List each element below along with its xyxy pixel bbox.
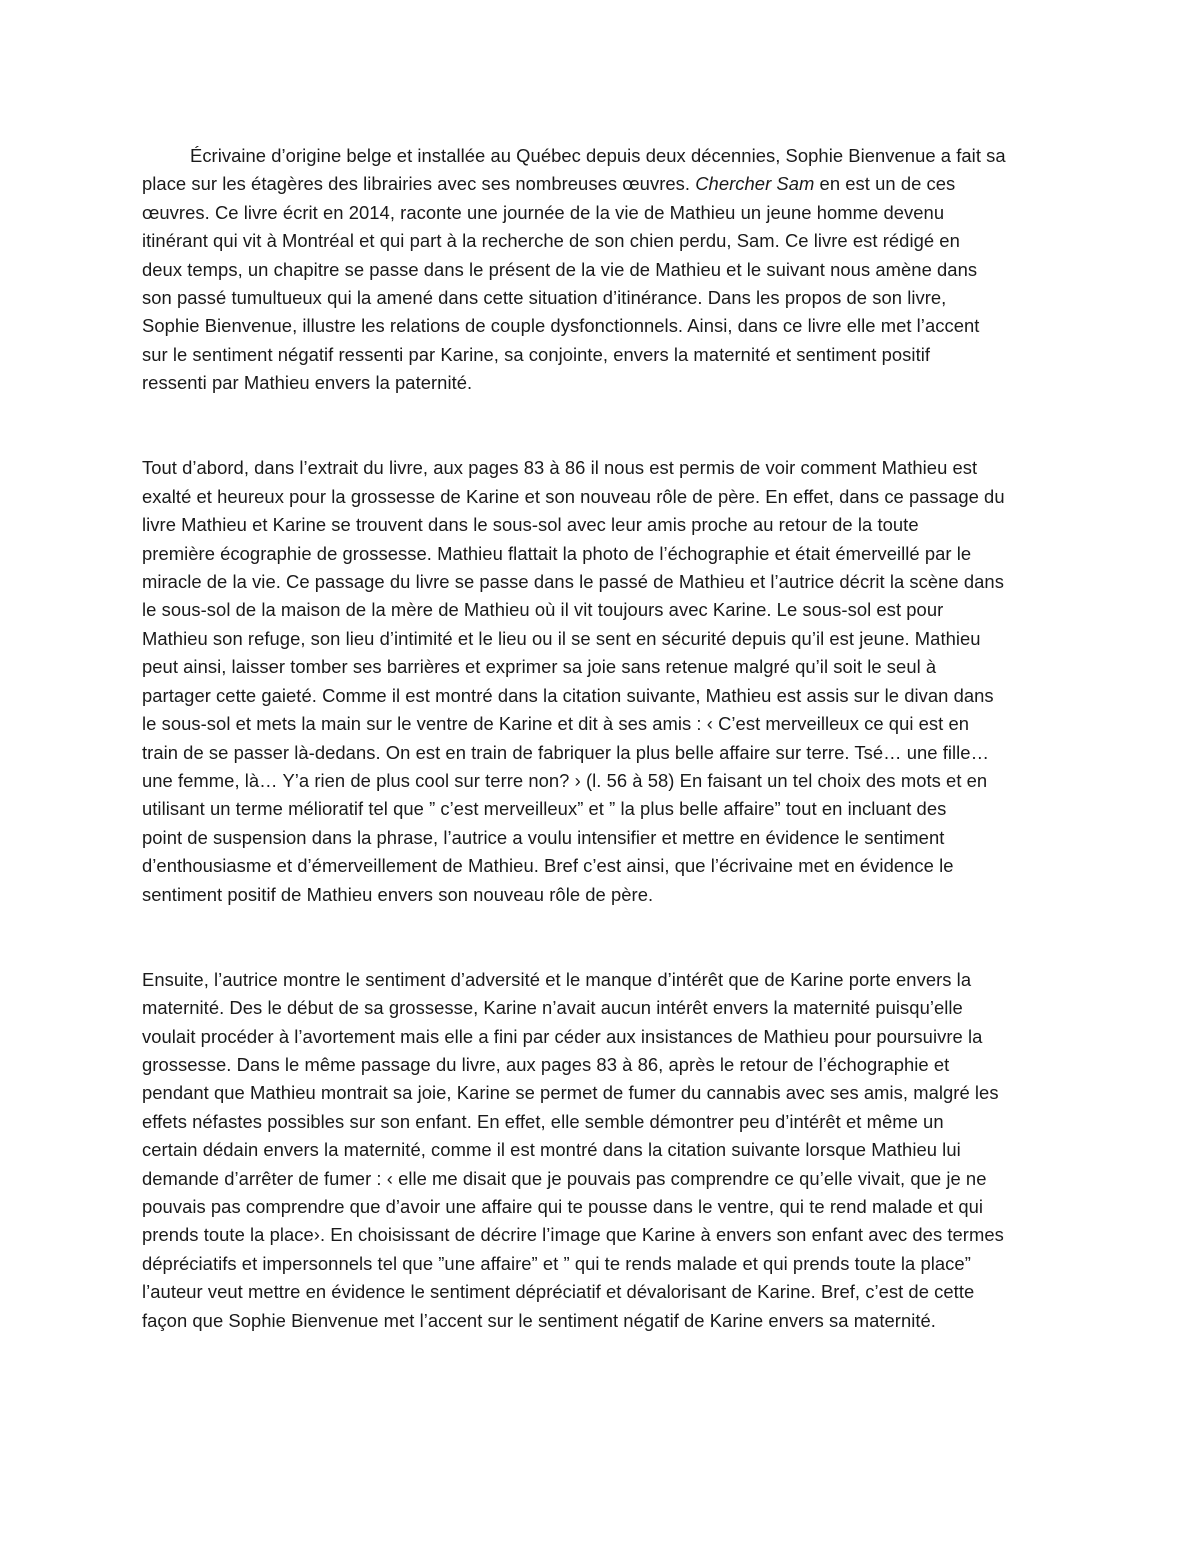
paragraph-intro-line: ressenti par Mathieu envers la paternité.: [142, 372, 473, 394]
paragraph-intro-line: Écrivaine d’origine belge et installée au Québec depuis deux décennies, Sophie Bienvenue a fait sa: [190, 145, 1006, 166]
paragraph-maternity-line: voulait procéder à l’avortement mais elle a fini par céder aux insistances de Mathieu pour poursuivre la: [142, 1025, 983, 1047]
paragraph-maternity-line: pendant que Mathieu montrait sa joie, Karine se permet de fumer du cannabis avec ses amis, malgré les: [142, 1082, 999, 1104]
paragraph-intro-line: deux temps, un chapitre se passe dans le présent de la vie de Mathieu et le suivant nous amène dans: [142, 258, 978, 280]
paragraph-paternity-line: d’enthousiasme et d’émerveillement de Mathieu. Bref c’est ainsi, que l’écrivaine met en évidence le: [142, 855, 954, 877]
paragraph-paternity-line: train de se passer là-dedans. On est en train de fabriquer la plus belle affaire sur terre. Tsé… une fille…: [142, 741, 990, 763]
book-title: Chercher Sam: [695, 173, 815, 195]
paragraph-maternity-line: prends toute la place›. En choisissant de décrire l’image que Karine à envers son enfant avec des termes: [142, 1224, 1004, 1246]
paragraph-maternity-line: dépréciatifs et impersonnels tel que ”une affaire” et ” qui te rends malade et qui prends toute la place”: [142, 1252, 971, 1274]
paragraph-maternity-line: grossesse. Dans le même passage du livre, aux pages 83 à 86, après le retour de l’échographie et: [142, 1053, 950, 1075]
paragraph-maternity-line: effets néfastes possibles sur son enfant. En effet, elle semble démontrer peu d’intérêt et même un: [142, 1110, 944, 1132]
paragraph-paternity-line: le sous-sol et mets la main sur le ventre de Karine et dit à ses amis : ‹ C’est merveilleux ce qui est en: [142, 713, 970, 735]
paragraph-maternity-line: façon que Sophie Bienvenue met l’accent sur le sentiment négatif de Karine envers sa maternité.: [142, 1309, 936, 1331]
paragraph-maternity: [142, 966, 1057, 1335]
paragraph-paternity: [142, 454, 1057, 909]
paragraph-paternity-line: partager cette gaieté. Comme il est montré dans la citation suivante, Mathieu est assis sur le divan dans: [142, 684, 994, 706]
paragraph-intro-line: œuvres. Ce livre écrit en 2014, raconte une journée de la vie de Mathieu un jeune homme devenu: [142, 201, 945, 223]
paragraph-intro-line: itinérant qui vit à Montréal et qui part à la recherche de son chien perdu, Sam. Ce livre est rédigé en: [142, 230, 960, 252]
paragraph-maternity-line: certain dédain envers la maternité, comme il est montré dans la citation suivante lorsque Mathieu lui: [142, 1139, 961, 1161]
paragraph-paternity-line: une femme, là… Y’a rien de plus cool sur terre non? › (l. 56 à 58) En faisant un tel choix des mots et en: [142, 769, 988, 791]
paragraph-intro-line: sur le sentiment négatif ressenti par Karine, sa conjointe, envers la maternité et sentiment positif: [142, 343, 931, 365]
paragraph-intro-line: place sur les étagères des librairies avec ses nombreuses œuvres. Chercher Sam en est un de ces: [142, 173, 956, 195]
essay-body: [142, 142, 1057, 1335]
paragraph-paternity-line: le sous-sol de la maison de la mère de Mathieu où il vit toujours avec Karine. Le sous-sol est pour: [142, 599, 944, 621]
paragraph-intro-line: Sophie Bienvenue, illustre les relations de couple dysfonctionnels. Ainsi, dans ce livre elle met l’accent: [142, 315, 980, 337]
paragraph-maternity-line: pouvais pas comprendre que d’avoir une affaire qui te pousse dans le ventre, qui te rend malade et qui: [142, 1196, 984, 1217]
paragraph-intro-line: son passé tumultueux qui la amené dans cette situation d’itinérance. Dans les propos de son livre,: [142, 287, 947, 309]
paragraph-paternity-line: utilisant un terme mélioratif tel que ” c’est merveilleux” et ” la plus belle affaire” tout en incluant des: [142, 798, 947, 820]
paragraph-paternity-line: livre Mathieu et Karine se trouvent dans le sous-sol avec leur amis proche au retour de la toute: [142, 514, 919, 536]
paragraph-gap: [142, 909, 1057, 966]
paragraph-paternity-line: miracle de la vie. Ce passage du livre se passe dans le passé de Mathieu et l’autrice décrit la scène dans: [142, 571, 1004, 593]
paragraph-paternity-line: Tout d’abord, dans l’extrait du livre, aux pages 83 à 86 il nous est permis de voir comment Mathieu est: [142, 457, 978, 479]
paragraph-paternity-line: exalté et heureux pour la grossesse de Karine et son nouveau rôle de père. En effet, dans ce passage du: [142, 485, 1005, 507]
paragraph-paternity-line: peut ainsi, laisser tomber ses barrières et exprimer sa joie sans retenue malgré qu’il soit le seul à: [142, 656, 937, 678]
paragraph-maternity-line: maternité. Des le début de sa grossesse, Karine n’avait aucun intérêt envers la maternité puisqu’elle: [142, 997, 963, 1019]
paragraph-paternity-line: première écographie de grossesse. Mathieu flattait la photo de l’échographie et était émerveillé par le: [142, 542, 972, 564]
paragraph-maternity-line: Ensuite, l’autrice montre le sentiment d’adversité et le manque d’intérêt que de Karine porte envers la: [142, 968, 972, 990]
paragraph-gap: [142, 398, 1057, 455]
paragraph-maternity-line: demande d’arrêter de fumer : ‹ elle me disait que je pouvais pas comprendre ce qu’elle vivait, que je ne: [142, 1167, 987, 1189]
paragraph-intro: [142, 142, 1057, 398]
paragraph-paternity-line: Mathieu son refuge, son lieu d’intimité et le lieu ou il se sent en sécurité depuis qu’il est jeune. Mathieu: [142, 627, 981, 649]
paragraph-paternity-line: point de suspension dans la phrase, l’autrice a voulu intensifier et mettre en évidence le sentiment: [142, 826, 945, 848]
paragraph-paternity-line: sentiment positif de Mathieu envers son nouveau rôle de père.: [142, 883, 654, 905]
paragraph-maternity-line: l’auteur veut mettre en évidence le sentiment dépréciatif et dévalorisant de Karine. Bref, c’est de cette: [142, 1281, 975, 1303]
